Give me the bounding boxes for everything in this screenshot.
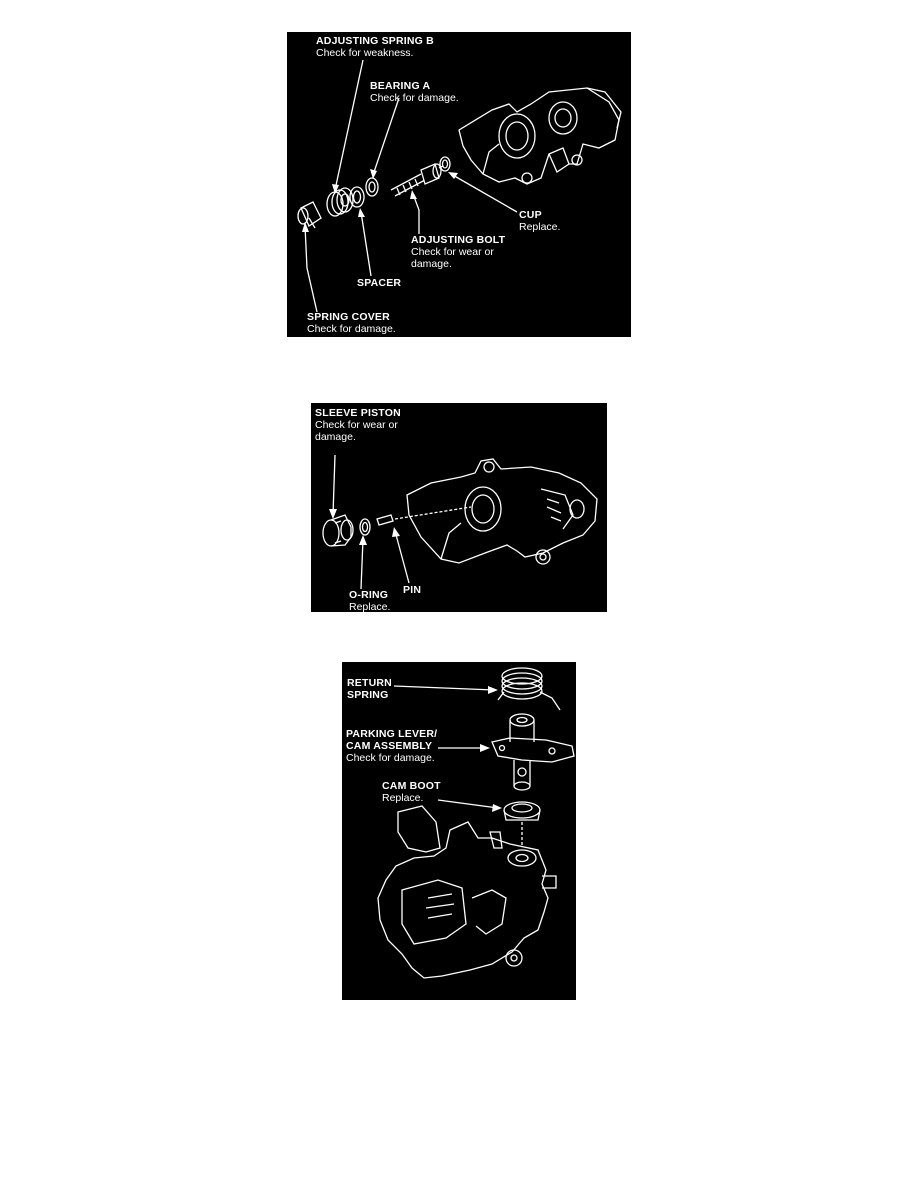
label-note: Check for weakness.	[316, 47, 414, 59]
label-note-line-2: damage.	[315, 431, 356, 443]
label-note: Replace.	[519, 221, 561, 233]
label-adjusting-spring-b	[316, 35, 434, 59]
label-name: SPACER	[357, 277, 402, 289]
label-adjusting-bolt	[411, 234, 505, 270]
return-spring-drawing	[498, 668, 560, 710]
label-note: Replace.	[349, 601, 391, 612]
figure-3-line-art	[342, 662, 576, 1000]
adjusting-bolt-drawing	[391, 164, 443, 196]
label-sleeve-piston	[315, 407, 401, 443]
bearing-a-drawing	[366, 178, 378, 196]
label-cam-boot	[382, 780, 441, 804]
label-spacer	[357, 277, 401, 289]
label-return-spring	[347, 677, 392, 701]
parking-lever-cam-drawing	[492, 714, 574, 790]
spring-cover-drawing	[298, 202, 321, 228]
label-name-line-1: RETURN	[347, 677, 392, 689]
label-bearing-a	[370, 80, 459, 104]
label-pin	[403, 584, 421, 596]
label-name: SPRING COVER	[307, 311, 390, 323]
figure-2-sleeve-piston-exploded-view	[311, 403, 607, 612]
figure-3-parking-lever-exploded-view	[342, 662, 576, 1000]
label-o-ring	[349, 589, 390, 612]
label-name-line-2: SPRING	[347, 689, 389, 701]
caliper-body-drawing	[378, 806, 556, 978]
label-name: O-RING	[349, 589, 389, 601]
label-name: SLEEVE PISTON	[315, 407, 401, 419]
label-note: Replace.	[382, 792, 424, 804]
label-cup	[519, 209, 560, 233]
label-spring-cover	[307, 311, 396, 335]
label-name-line-2: CAM ASSEMBLY	[346, 740, 433, 752]
label-note: Check for damage.	[370, 92, 459, 104]
figure-1-adjusting-bolt-exploded-view	[287, 32, 631, 337]
pin-drawing	[377, 507, 471, 525]
label-note: Check for damage.	[346, 752, 435, 764]
figure-1-line-art	[287, 32, 631, 337]
label-note: Check for damage.	[307, 323, 396, 335]
label-parking-lever-cam-assembly	[346, 728, 437, 764]
label-name: ADJUSTING SPRING B	[316, 35, 434, 47]
label-name-line-1: PARKING LEVER/	[346, 728, 438, 740]
caliper-body-drawing	[459, 88, 621, 184]
caliper-body-drawing	[407, 459, 597, 564]
adjusting-spring-b-drawing	[327, 188, 353, 216]
cam-boot-drawing	[504, 802, 540, 846]
o-ring-drawing	[360, 519, 370, 535]
label-name: PIN	[403, 584, 422, 596]
label-note-line-1: Check for wear or	[411, 246, 494, 258]
label-note-line-2: damage.	[411, 258, 452, 270]
label-name: CAM BOOT	[382, 780, 441, 792]
cup-drawing	[440, 157, 450, 171]
sleeve-piston-drawing	[323, 515, 353, 546]
label-name: CUP	[519, 209, 542, 221]
label-name: ADJUSTING BOLT	[411, 234, 506, 246]
label-note-line-1: Check for wear or	[315, 419, 398, 431]
label-name: BEARING A	[370, 80, 431, 92]
